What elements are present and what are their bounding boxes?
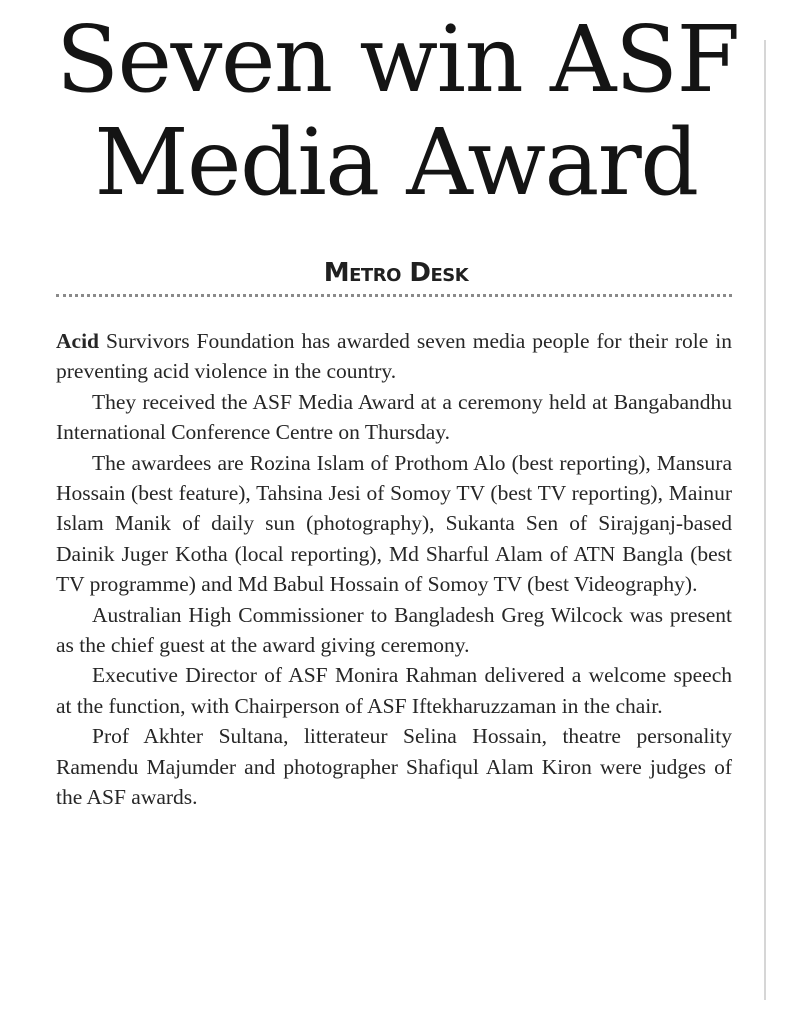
paragraph-4: Australian High Commissioner to Bangladesh Greg Wilcock was present as the chief guest at the award giving ceremony. xyxy=(56,602,732,658)
paragraph-6: Prof Akhter Sultana, litterateur Selina Hossain, theatre personality Ramendu Majumder and photographer Shafiqul Alam Kiron were judges of the ASF awards. xyxy=(56,724,732,810)
paragraph-5: Executive Director of ASF Monira Rahman delivered a welcome speech at the function, with Chairperson of ASF Iftekharuzzaman in the chair. xyxy=(56,663,732,718)
dotted-separator xyxy=(56,294,732,297)
headline-line-1: Seven win ASF xyxy=(56,6,739,113)
paragraph-3: The awardees are Rozina Islam of Prothom Alo (best reporting), Mansura Hossain (best feature), Tahsina Jesi of Somoy TV (best TV reporting), Mainur Islam Manik of daily sun (photography), Sukanta Sen of Sirajganj-based Dainik Juger Kotha (local reporting), Md Sharful Alam of ATN Bangla (best TV programme) and Md Babul Hossain of Somoy TV (best Videography). xyxy=(56,450,732,597)
paragraph-1-text: Survivors Foundation has awarded seven media people for their role in preventing acid violence in the country. xyxy=(56,329,732,384)
article-body xyxy=(56,326,732,813)
byline-desk: Metro Desk xyxy=(323,258,469,288)
paragraph-1 xyxy=(56,326,732,387)
headline xyxy=(56,6,739,216)
headline-line-2: Media Award xyxy=(94,109,698,216)
lead-word: Acid xyxy=(56,329,99,353)
column-divider xyxy=(764,40,766,1000)
paragraph-2: They received the ASF Media Award at a ceremony held at Bangabandhu International Conference Centre on Thursday. xyxy=(56,389,732,445)
